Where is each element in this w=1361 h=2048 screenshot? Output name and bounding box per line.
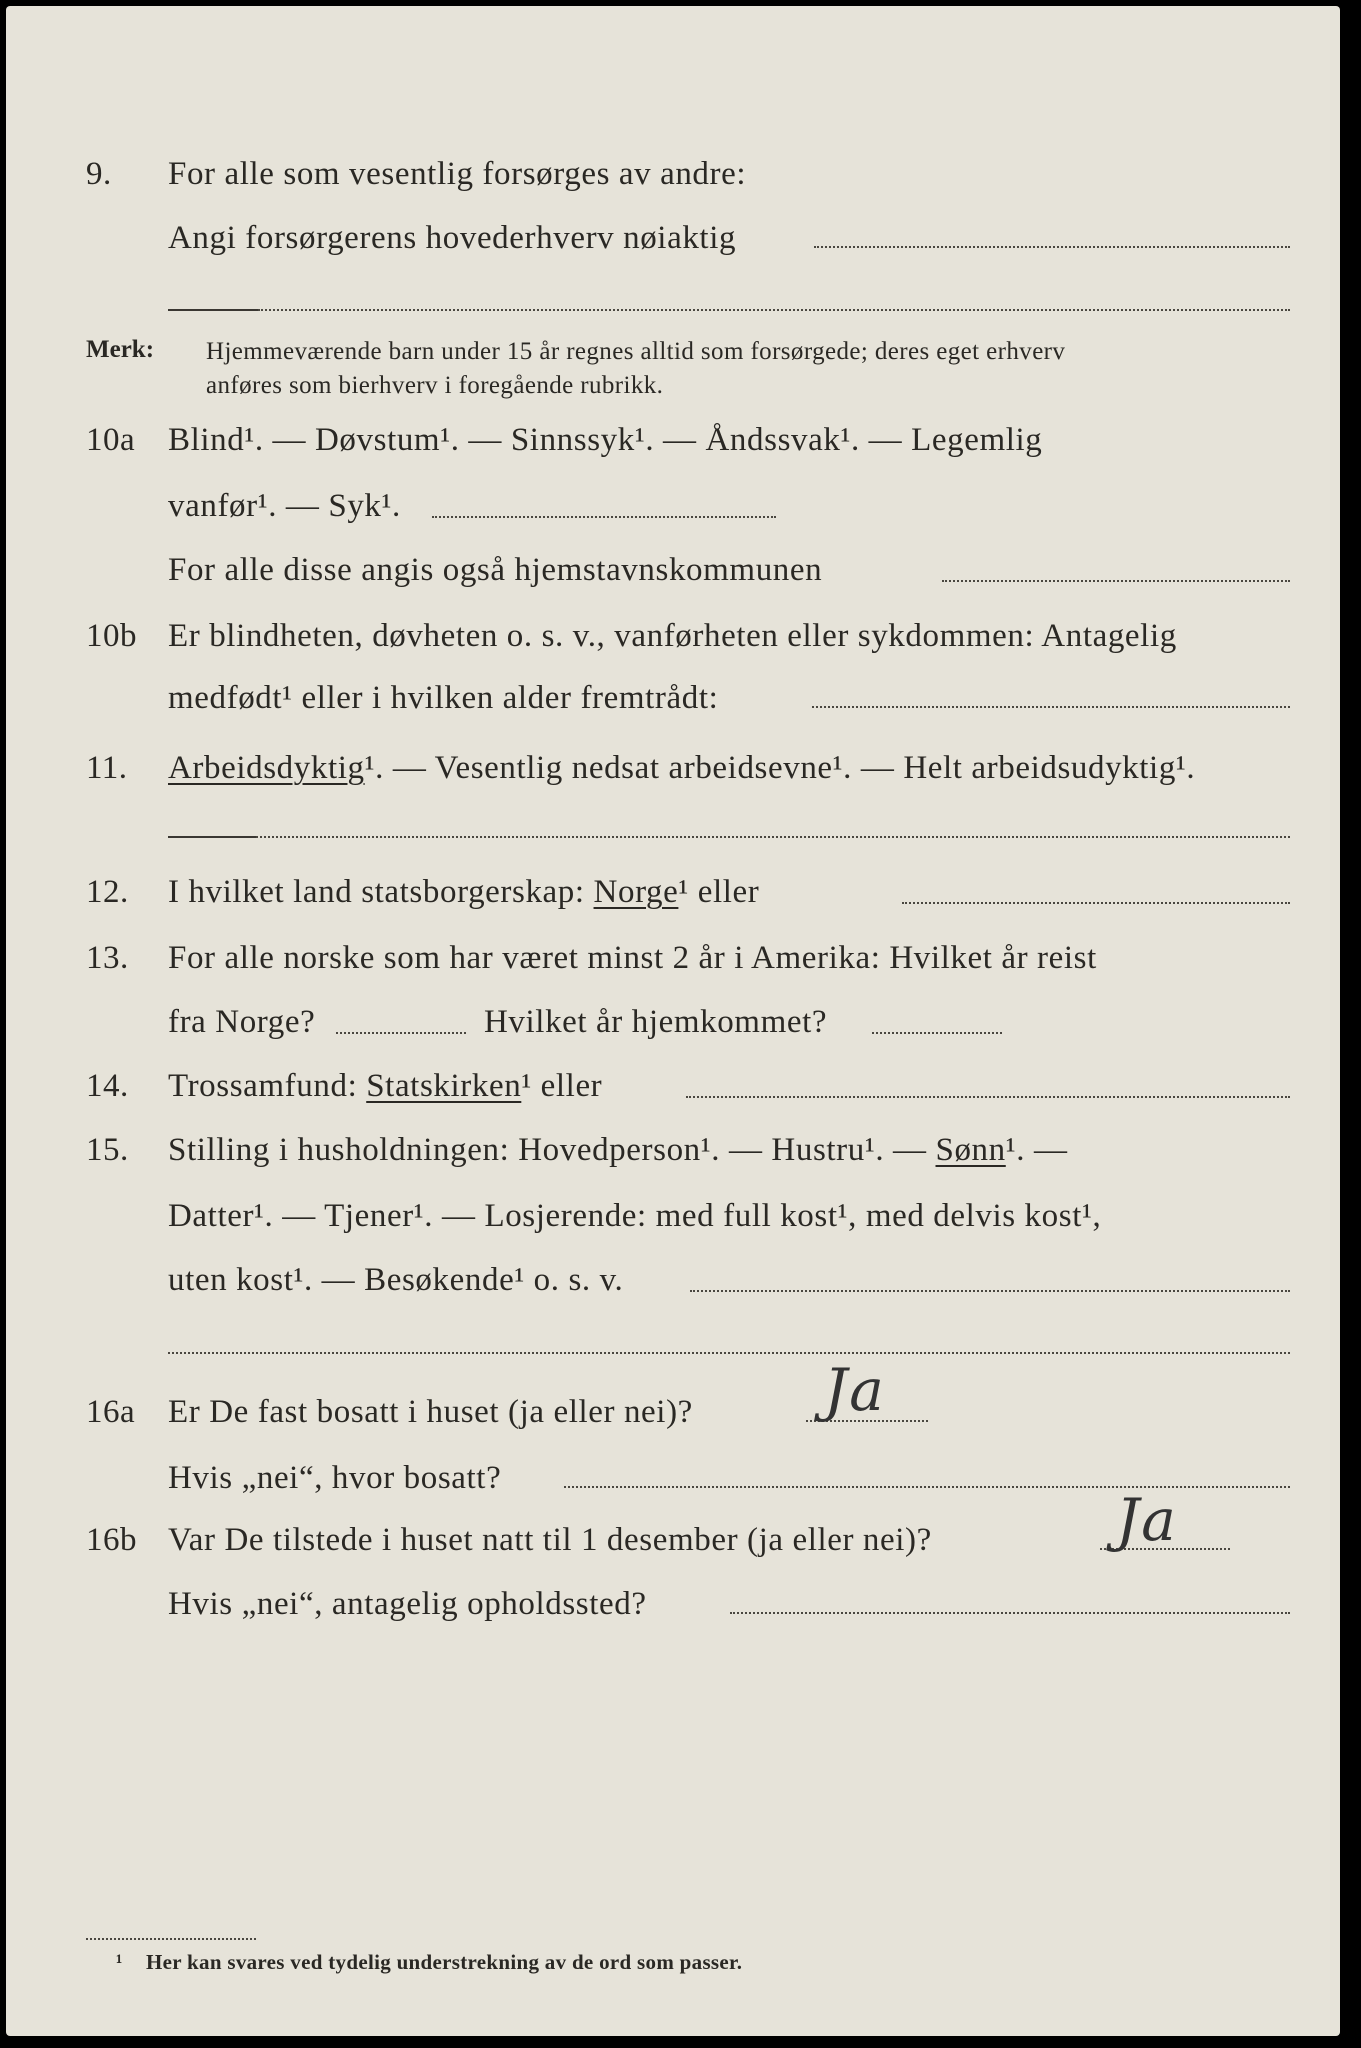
question-number: 11.	[86, 750, 128, 786]
question-text: Angi forsørgerens hovederhverv nøiaktig	[168, 220, 737, 256]
answer-field[interactable]	[168, 1352, 1290, 1354]
question-text: Hvis „nei“, hvor bosatt?	[168, 1460, 502, 1496]
note-text: Hjemmeværende barn under 15 år regnes alltid som forsørgede; deres eget erhverv	[206, 338, 1066, 365]
question-text: For alle disse angis også hjemstavnskommunen	[168, 552, 823, 588]
separator-line	[168, 836, 256, 838]
question-text: For alle som vesentlig forsørges av andre:	[168, 156, 747, 192]
question-number: 13.	[86, 940, 129, 976]
answer-field[interactable]	[872, 1032, 1002, 1034]
question-text: fra Norge?	[168, 1004, 316, 1040]
handwritten-answer: Ja	[824, 1356, 886, 1424]
question-text: For alle norske som har været minst 2 år i Amerika: Hvilket år reist	[168, 940, 1097, 976]
separator-line	[168, 309, 258, 311]
question-number: 15.	[86, 1132, 129, 1168]
answer-field[interactable]	[336, 1032, 466, 1034]
question-text: Datter¹. — Tjener¹. — Losjerende: med full kost¹, med delvis kost¹,	[168, 1198, 1102, 1234]
answer-field[interactable]	[564, 1486, 1290, 1488]
footnote-text: Her kan svares ved tydelig understrekning av de ord som passer.	[146, 1950, 743, 1974]
question-number: 10a	[86, 422, 136, 458]
question-text: Var De tilstede i huset natt til 1 desember (ja eller nei)?	[168, 1522, 932, 1558]
underlined-answer: Sønn	[935, 1132, 1006, 1168]
question-text: uten kost¹. — Besøkende¹ o. s. v.	[168, 1262, 624, 1298]
question-number: 10b	[86, 618, 137, 654]
answer-field[interactable]	[686, 1096, 1290, 1098]
answer-field[interactable]	[814, 246, 1290, 248]
answer-field[interactable]	[902, 902, 1290, 904]
question-text: Arbeidsdyktig¹. — Vesentlig nedsat arbeidsevne¹. — Helt arbeidsudyktig¹.	[168, 750, 1196, 786]
answer-field[interactable]	[942, 580, 1290, 582]
underlined-answer: Norge	[593, 874, 679, 910]
answer-field[interactable]	[256, 836, 1290, 838]
question-text: Hvis „nei“, antagelig opholdssted?	[168, 1586, 647, 1622]
question-number: 14.	[86, 1068, 129, 1104]
question-text: Trossamfund: Statskirken¹ eller	[168, 1068, 603, 1104]
question-text: Hvilket år hjemkommet?	[484, 1004, 828, 1040]
question-text: Blind¹. — Døvstum¹. — Sinnssyk¹. — Åndssvak¹. — Legemlig	[168, 422, 1043, 458]
question-text: vanfør¹. — Syk¹.	[168, 488, 401, 524]
note-text: anføres som bierhverv i foregående rubrikk.	[206, 372, 664, 399]
question-text: Er blindheten, døvheten o. s. v., vanførheten eller sykdommen: Antagelig	[168, 618, 1177, 654]
underlined-answer: Arbeidsdyktig	[168, 750, 365, 786]
question-number: 12.	[86, 874, 129, 910]
question-number: 16a	[86, 1394, 136, 1430]
underlined-answer: Statskirken	[366, 1068, 522, 1104]
question-text: Stilling i husholdningen: Hovedperson¹. — Hustru¹. — Sønn¹. —	[168, 1132, 1068, 1168]
answer-field[interactable]	[690, 1290, 1290, 1292]
answer-field[interactable]	[432, 516, 776, 518]
footnote-mark: ¹	[116, 1950, 123, 1974]
answer-field[interactable]	[730, 1612, 1290, 1614]
answer-field[interactable]	[258, 309, 1290, 311]
question-text: Er De fast bosatt i huset (ja eller nei)?	[168, 1394, 693, 1430]
handwritten-answer: Ja	[1116, 1486, 1178, 1554]
footnote-rule	[86, 1938, 256, 1940]
question-number: 16b	[86, 1522, 137, 1558]
question-text: I hvilket land statsborgerskap: Norge¹ eller	[168, 874, 760, 910]
census-form-page	[6, 6, 1340, 2036]
note-label: Merk:	[86, 336, 155, 363]
question-text: medfødt¹ eller i hvilken alder fremtrådt:	[168, 680, 719, 716]
question-number: 9.	[86, 156, 112, 192]
answer-field[interactable]	[812, 706, 1290, 708]
